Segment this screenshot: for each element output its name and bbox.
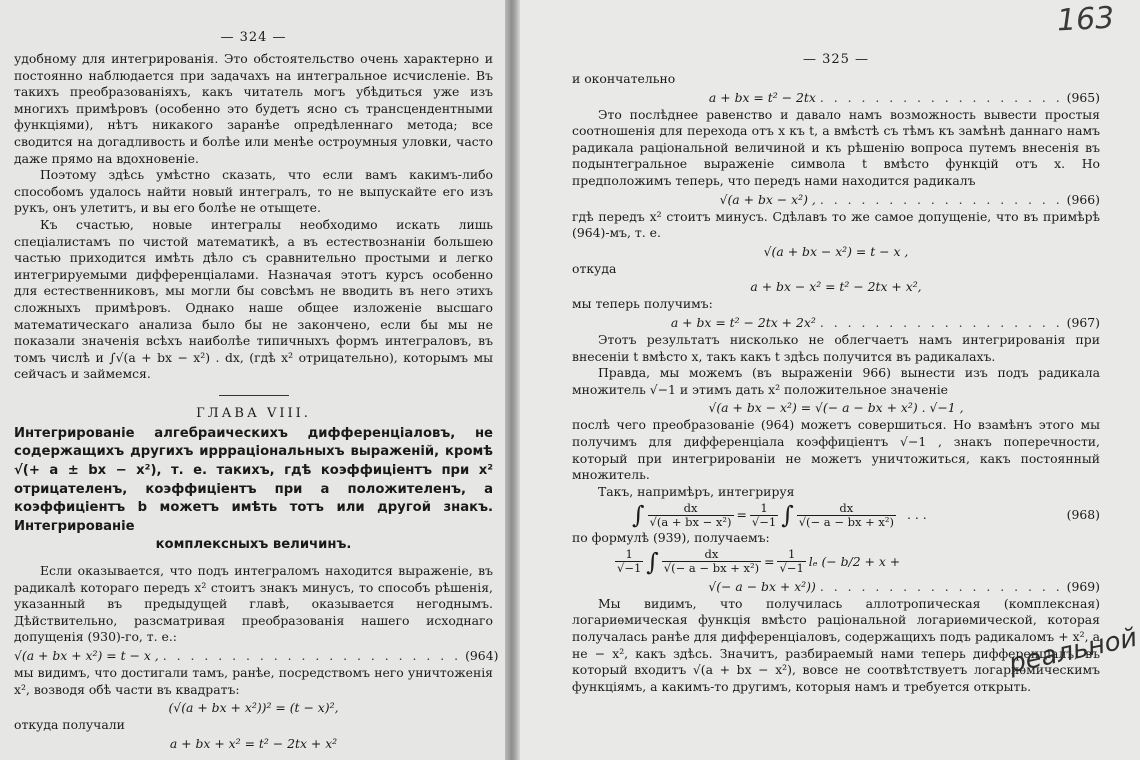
equation-assumption-expression: √(a + bx − x²) = t − x ,: [763, 243, 909, 259]
fraction-969-1-denominator: √−1: [617, 561, 642, 576]
left-paragraph-4: Если оказывается, что подъ интеграломъ находится выраженіе, въ радикалѣ котораго передъ x² стоитъ знакъ минусъ, то способъ рѣшенія, указанный въ предыдущей главѣ, оказывается негоднымъ. Дѣйствительно, разсматривая преобразованія нашего исходнаго допущенія (930)-го, т. е.:: [14, 563, 493, 645]
equation-expanded-expression: a + bx − x² = t² − 2tx + x²,: [750, 279, 922, 295]
equation-968: ∫ $\frac{dx}{\text{√(a + bx − x²)}}$ = $\frac{1}{√-1}$ ∫ $\frac{dx}{\text{√(− a − bx + x²)}}$ . . . (968): [632, 500, 1100, 530]
right-paragraph-2: гдѣ передъ x² стоитъ минусъ. Сдѣлавъ то же самое допущеніе, что въ примѣрѣ (964)-мъ, т. е.: [572, 208, 1100, 241]
book-gutter: [505, 0, 520, 760]
right-paragraph-7: Такъ, напримѣръ, интегрируя: [598, 483, 795, 499]
equation-967: a + bx = t² − 2tx + 2x² . . . . . . . . . . . . . . . . . . (967): [670, 314, 1100, 330]
fraction-968-3-denominator: √(− a − bx + x²): [798, 514, 894, 529]
right-paragraph-8: по формулѣ (939), получаемъ:: [572, 530, 770, 546]
equation-966-expression: √(a + bx − x²) ,: [719, 191, 816, 207]
right-paragraph-3: мы теперь получимъ:: [572, 296, 713, 312]
fraction-968-2-numerator: 1: [750, 502, 778, 516]
fraction-969-3: [777, 548, 805, 575]
equation-imaginary-expression: √(a + bx − x²) = √(− a − bx + x²) . √−1 ,: [708, 400, 964, 416]
equation-969-number: (969): [1066, 578, 1100, 594]
right-paragraph-6: послѣ чего преобразованіе (964) можетъ совершиться. Но взамѣнъ этого мы получимъ для дифференціала коэффиціентъ √−1 , знакъ поперечности, который при интегрированіи не можетъ уничтожиться, какъ постоянный множитель.: [572, 417, 1100, 483]
left-paragraph-3: Къ счастью, новые интегралы необходимо искать лишь спеціалистамъ по чистой математикѣ, а въ естествознаніи большею частью приходится имѣть дѣло съ сравнительно простыми и легко интегрируемыми дифференціалами. Назначая этотъ курсъ особенно для естественниковъ, мы могли бы совсѣмъ не вводить въ него этихъ сложныхъ примѣровъ. Однако наше общее изложеніе высшаго математическаго анализа было бы не закончено, если бы мы не показали значенія всѣхъ наиболѣе типичныхъ формъ интеграловъ, въ томъ числѣ и ∫√(a + bx − x²) . dx, (гдѣ x² отрицательно), которымъ мы сейчасъ и займемся.: [14, 216, 493, 382]
fraction-968-3: [797, 502, 896, 529]
fraction-968-3-numerator: dx: [797, 502, 896, 516]
left-paragraph-5: мы видимъ, что достигали тамъ, ранѣе, посредствомъ него уничтоженія x², возводя обѣ части въ квадратъ:: [14, 665, 493, 697]
equation-965-expression: a + bx = t² − 2tx: [708, 89, 816, 105]
fraction-969-1-numerator: 1: [615, 548, 643, 562]
chapter-heading-last-line: комплексныхъ величинъ.: [155, 537, 352, 553]
integral-sign: ∫: [646, 547, 659, 576]
left-page: [0, 0, 505, 760]
fraction-969-1: [615, 548, 643, 575]
equation-assumption: [572, 242, 1100, 261]
left-paragraph-6: откуда получали: [14, 717, 125, 733]
equation-966: √(a + bx − x²) , . . . . . . . . . . . . . . . . . . (966): [719, 191, 1100, 207]
fraction-969-3-denominator: √−1: [779, 561, 804, 576]
integral-sign: ∫: [781, 501, 794, 530]
left-page-number: — 324 —: [220, 30, 287, 45]
right-paragraph-5: Правда, мы можемъ (въ выраженіи 966) вынести изъ подъ радикала множитель √−1 и этимъ дать x² положительное значеніе: [572, 365, 1100, 397]
equation-969-line2: √(− a − bx + x²)) . . . . . . . . . . . . . . . . . . (969): [708, 578, 1100, 594]
equation-969-log: lₑ (− b/2 + x +: [808, 553, 901, 569]
left-paragraph-1: удобному для интегрированія. Это обстоятельство очень характерно и постоянно наблюдается при задачахъ на интегральное исчисленіе. Въ такихъ преобразованіяхъ, какъ читатель могъ убѣдиться уже изъ многихъ примѣровъ (особенно это будетъ ясно съ трансцендентными функціями), нѣтъ никакого заранѣе опредѣленнаго метода; все сводится на догадливость и болѣе или менѣе остроумныя уловки, часто даже прямо на вдохновеніе.: [14, 51, 493, 166]
section-divider: [219, 395, 289, 396]
chapter-heading: [14, 425, 493, 555]
right-paragraph-4: Этотъ результатъ нисколько не облегчаетъ намъ интегрированія при внесеніи t вмѣсто x, такъ какъ t здѣсь получится въ радикалахъ.: [572, 331, 1100, 364]
corner-handwritten-mark: 163: [1055, 0, 1115, 39]
equation-964-expression: √(a + bx + x²) = t − x ,: [14, 648, 159, 663]
equation-965-number: (965): [1066, 89, 1100, 105]
fraction-968-2: [750, 502, 778, 529]
equation-966-number: (966): [1066, 191, 1100, 207]
equation-964-number: (964): [465, 648, 499, 663]
right-intro: и окончательно: [572, 71, 676, 86]
equation-967-number: (967): [1066, 314, 1100, 330]
chapter-heading-main: Интегрированіе алгебраическихъ дифференціаловъ, не содержащихъ другихъ иррраціональныхъ выраженій, кромѣ √(+ a ± bx − x²), т. е. такихъ, гдѣ коэффиціентъ при x² отрицателенъ, коэффиціентъ при a положителенъ, а коэффиціентъ b можетъ имѣть тотъ или другой знакъ. Интегрированіе: [14, 425, 493, 534]
fraction-969-3-numerator: 1: [777, 548, 805, 562]
right-page-number: — 325 —: [802, 52, 870, 67]
equation-968-tail: . . .: [907, 507, 927, 523]
equation-965: a + bx = t² − 2tx . . . . . . . . . . . . . . . . . . (965): [708, 89, 1100, 105]
integral-sign: ∫: [632, 501, 645, 530]
fraction-969-2-numerator: dx: [662, 548, 761, 562]
fraction-969-2-denominator: √(− a − bx + x²): [663, 561, 760, 576]
fraction-969-2: [662, 548, 761, 575]
equation-left-last: [14, 734, 493, 753]
equation-968-number: (968): [1066, 507, 1100, 523]
equation-left-last-expression: a + bx + x² = t² − 2tx + x²: [169, 735, 338, 751]
equation-square-expression: (√(a + bx + x²))² = (t − x)²,: [168, 700, 339, 716]
right-paragraph-9: Мы видимъ, что получилась аллотропическая (комплексная) логариѳмическая функція вмѣсто раціональной логариѳмической, которая получалась ранѣе для дифференціаловъ, содержащихъ подъ радикаломъ + x², а не − x², какъ здѣсь. Значитъ, разбираемый нами теперь дифференціалъ, въ который входитъ √(a + bx − x²), вовсе не соотвѣтствуетъ логариѳмическимъ функціямъ, а какимъ-то другимъ, которыя намъ и требуется открыть.: [572, 595, 1100, 694]
right-paragraph-1: Это послѣднее равенство и давало намъ возможность вывести простыя соотношенія для перехода отъ x къ t, а вмѣстѣ съ тѣмъ къ замѣнѣ даннаго намъ радикала раціональной величиной и къ рѣшенію вопроса путемъ внесенія въ подынтегральное выраженіе символа t вмѣсто функцій отъ x. Но предположимъ теперь, что передъ нами находится радикалъ: [572, 106, 1100, 188]
equation-square: [14, 698, 493, 717]
fraction-968-1: [648, 502, 734, 529]
handwritten-margin-note: реальной: [1006, 622, 1140, 680]
left-paragraph-2: Поэтому здѣсь умѣстно сказать, что если вамъ какимъ-либо способомъ удалось найти новый интегралъ, то не выпускайте его изъ рукъ, онъ улетитъ, и вы его болѣе не отыщете.: [14, 167, 493, 216]
fraction-968-1-numerator: dx: [648, 502, 734, 516]
fraction-968-2-denominator: √−1: [751, 514, 777, 529]
equation-967-expression: a + bx = t² − 2tx + 2x²: [670, 314, 816, 330]
equation-969-line2-expression: √(− a − bx + x²)): [708, 578, 816, 594]
word-otkuda: откуда: [572, 260, 617, 276]
equation-imaginary: [572, 398, 1100, 417]
fraction-968-1-denominator: √(a + bx − x²): [649, 514, 732, 529]
equation-969: $\frac{1}{√-1}$ ∫ $\frac{dx}{\text{√(− a − bx + x²)}}$ = $\frac{1}{√-1}$ lₑ (− b/2 + x +: [617, 547, 901, 576]
equation-964: √(a + bx + x²) = t − x , . . . . . . . . . . . . . . . . . . . . . . (964): [14, 648, 499, 663]
chapter-title: ГЛАВА VIII.: [196, 405, 311, 421]
equation-expanded: [572, 277, 1100, 296]
